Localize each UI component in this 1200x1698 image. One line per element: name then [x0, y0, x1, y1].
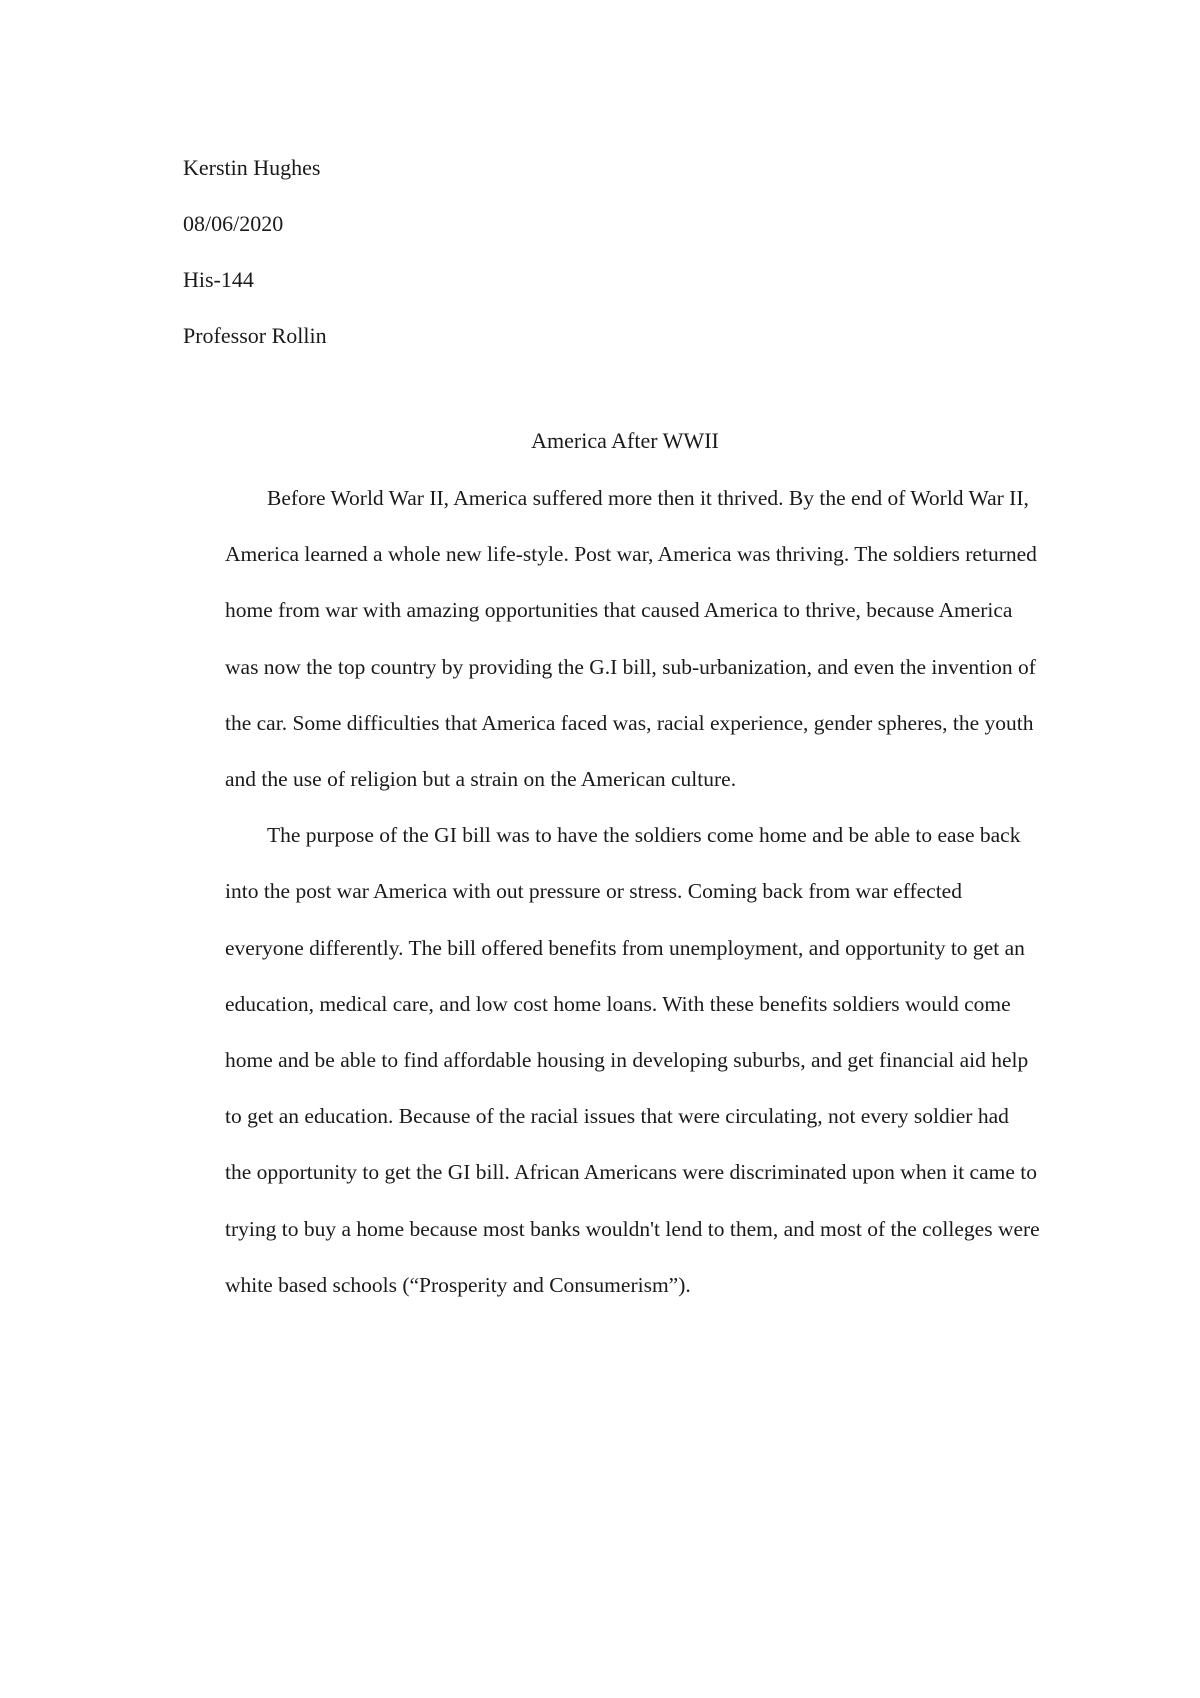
essay-body	[225, 470, 1040, 1313]
submission-date: 08/06/2020	[183, 211, 284, 236]
professor-name: Professor Rollin	[183, 323, 327, 348]
essay-title: America After WWII	[531, 428, 719, 453]
course-code: His-144	[183, 267, 254, 292]
paragraph-intro: Before World War II, America suffered more then it thrived. By the end of World War II, America learned a whole new life-style. Post war, America was thriving. The soldiers returned home from war with amazing opportunities that caused America to thrive, because America was now the top country by providing the G.I bill, sub-urbanization, and even the invention of the car. Some difficulties that America faced was, racial experience, gender spheres, the youth and the use of religion but a strain on the American culture.	[225, 486, 1037, 792]
author-name: Kerstin Hughes	[183, 155, 321, 180]
header-block	[183, 140, 783, 364]
paragraph-gi-bill: The purpose of the GI bill was to have the soldiers come home and be able to ease back into the post war America with out pressure or stress. Coming back from war effected everyone differently. The bill offered benefits from unemployment, and opportunity to get an education, medical care, and low cost home loans. With these benefits soldiers would come home and be able to find affordable housing in developing suburbs, and get financial aid help to get an education. Because of the racial issues that were circulating, not every soldier had the opportunity to get the GI bill. African Americans were discriminated upon when it came to trying to buy a home because most banks wouldn't lend to them, and most of the colleges were white based schools (“Prosperity and Consumerism”).	[225, 823, 1040, 1297]
